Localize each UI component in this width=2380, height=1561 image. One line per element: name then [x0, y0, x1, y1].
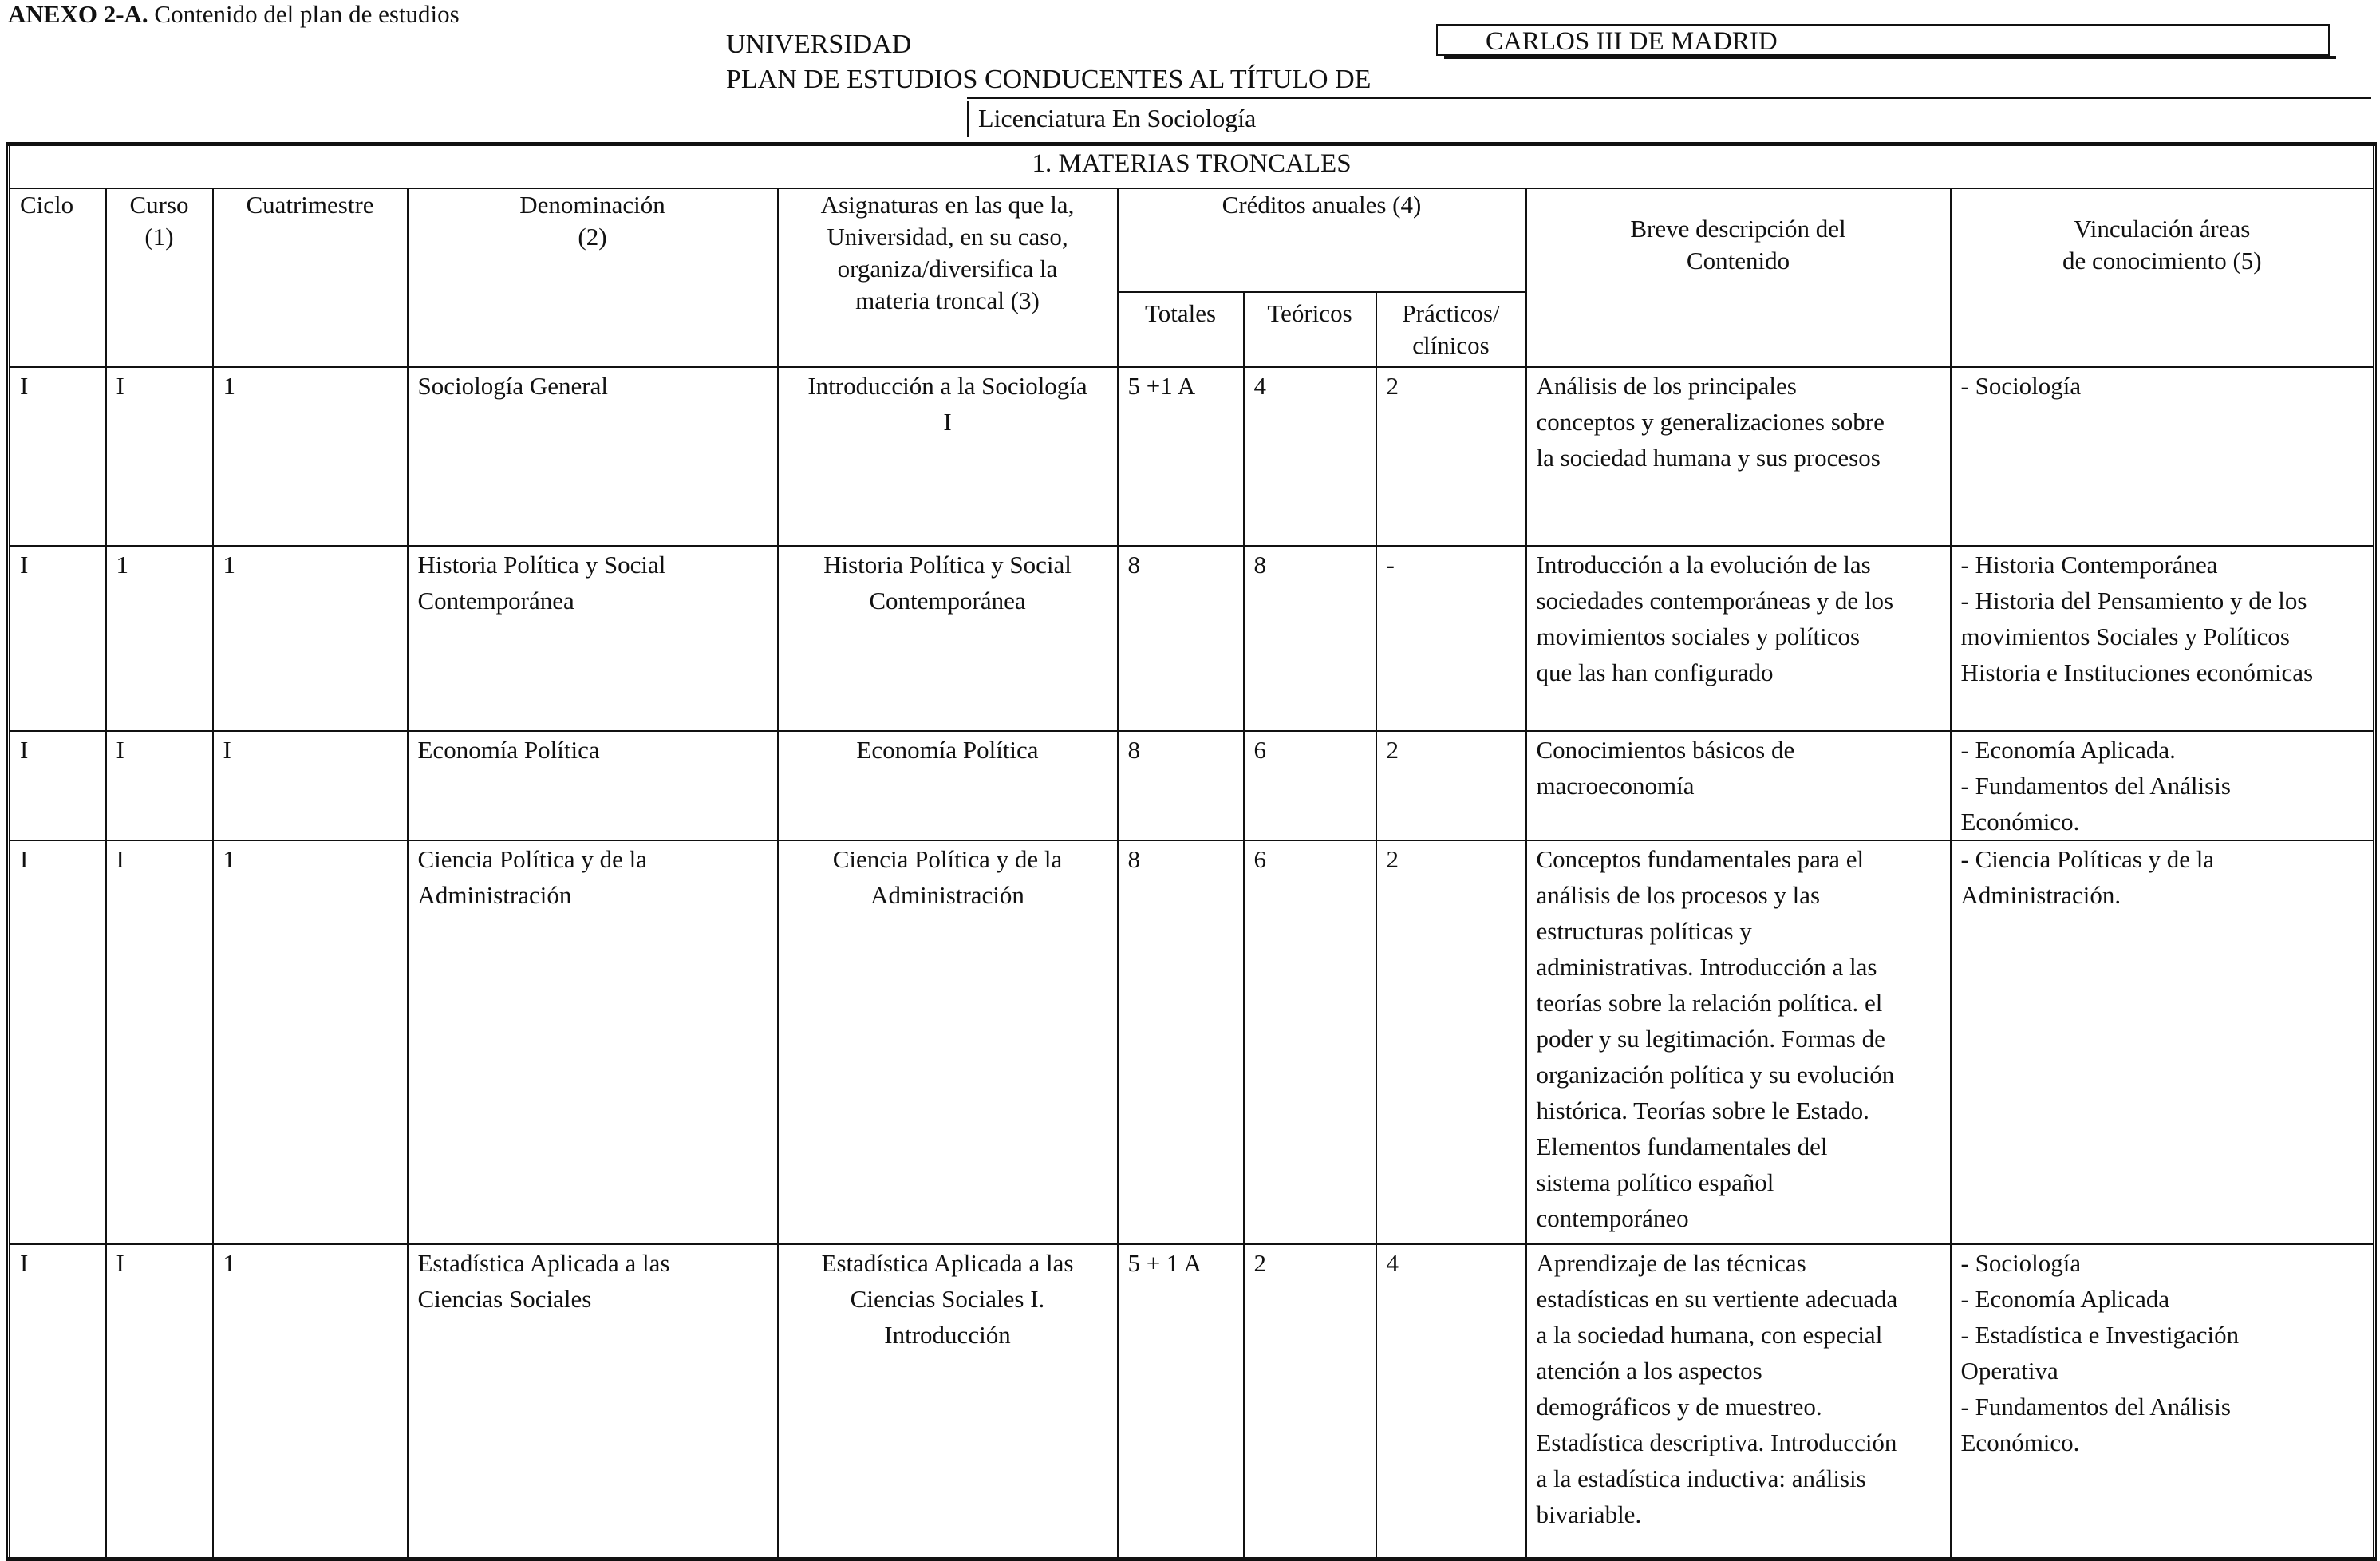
cell-asignaturas-line: Contemporánea	[869, 587, 1026, 615]
cell-descripcion-line: poder y su legitimación. Formas de	[1536, 1025, 1885, 1053]
cell-descripcion-line: conceptos y generalizaciones sobre	[1536, 408, 1885, 436]
cell-areas-line: Historia e Instituciones económicas	[1960, 658, 2314, 686]
cell-curso: I	[106, 367, 213, 546]
cell-descripcion	[1526, 367, 1951, 546]
cell-curso: 1	[106, 546, 213, 731]
cell-descripcion-line: histórica. Teorías sobre le Estado.	[1536, 1097, 1869, 1124]
university-value: CARLOS III DE MADRID	[1436, 24, 2330, 56]
cell-cuatrimestre: 1	[213, 840, 408, 1244]
cell-asignaturas	[778, 1244, 1118, 1559]
cell-areas-line: - Economía Aplicada.	[1960, 736, 2176, 764]
degree-value: Licenciatura En Sociología	[967, 101, 2371, 137]
cell-descripcion	[1526, 840, 1951, 1244]
cell-areas	[1951, 840, 2375, 1244]
cell-denominacion	[408, 546, 778, 731]
cell-descripcion-line: análisis de los procesos y las	[1536, 881, 1821, 909]
cell-areas-line: - Sociología	[1960, 372, 2082, 400]
university-box-shadow	[1444, 56, 2336, 59]
cell-asignaturas	[778, 546, 1118, 731]
cell-practicos: 2	[1376, 731, 1526, 840]
cell-teoricos: 8	[1244, 546, 1376, 731]
cell-teoricos: 6	[1244, 840, 1376, 1244]
cell-areas-line: movimientos Sociales y Políticos	[1960, 622, 2290, 650]
cell-descripcion-line: Introducción a la evolución de las	[1536, 551, 1871, 579]
cell-descripcion-line: la sociedad humana y sus procesos	[1536, 444, 1881, 472]
cell-areas-line: - Economía Aplicada	[1960, 1285, 2170, 1313]
cell-areas-line: - Sociología	[1960, 1249, 2082, 1277]
cell-descripcion-line: movimientos sociales y políticos	[1536, 622, 1861, 650]
cell-descripcion-line: organización política y su evolución	[1536, 1061, 1895, 1089]
annex-heading	[8, 0, 460, 29]
cell-ciclo: I	[9, 367, 106, 546]
cell-teoricos: 4	[1244, 367, 1376, 546]
cell-areas-line: - Ciencia Políticas y de la	[1960, 845, 2215, 873]
cell-asignaturas-line: Introducción a la Sociología	[807, 372, 1087, 400]
cell-areas-line: - Historia del Pensamiento y de los	[1960, 587, 2307, 615]
cell-descripcion-line: contemporáneo	[1536, 1204, 1689, 1232]
cell-denominacion-line: Economía Política	[417, 736, 600, 764]
cell-asignaturas-line: Introducción	[884, 1321, 1011, 1349]
cell-areas	[1951, 731, 2375, 840]
cell-descripcion-line: a la estadística inductiva: análisis	[1536, 1464, 1866, 1492]
cell-descripcion-line: Conocimientos básicos de	[1536, 736, 1795, 764]
cell-descripcion-line: administrativas. Introducción a las	[1536, 953, 1877, 981]
cell-areas-line: - Fundamentos del Análisis	[1960, 772, 2231, 800]
cell-asignaturas	[778, 840, 1118, 1244]
cell-denominacion	[408, 731, 778, 840]
cell-descripcion	[1526, 731, 1951, 840]
cell-areas-line: Económico.	[1960, 808, 2080, 836]
cell-practicos: 2	[1376, 840, 1526, 1244]
cell-ciclo: I	[9, 1244, 106, 1559]
annex-number: ANEXO 2-A.	[8, 0, 148, 28]
cell-areas	[1951, 1244, 2375, 1559]
cell-descripcion-line: estadísticas en su vertiente adecuada	[1536, 1285, 1898, 1313]
cell-areas-line: Operativa	[1960, 1357, 2058, 1385]
cell-areas-line: - Estadística e Investigación	[1960, 1321, 2240, 1349]
cell-curso: I	[106, 731, 213, 840]
cell-denominacion-line: Sociología General	[417, 372, 608, 400]
cell-ciclo: I	[9, 546, 106, 731]
cell-descripcion-line: Elementos fundamentales del	[1536, 1132, 1828, 1160]
cell-denominacion-line: Estadística Aplicada a las	[417, 1249, 670, 1277]
cell-denominacion	[408, 367, 778, 546]
cell-cuatrimestre: I	[213, 731, 408, 840]
cell-cuatrimestre: 1	[213, 546, 408, 731]
cell-asignaturas	[778, 731, 1118, 840]
cell-denominacion-line: Contemporánea	[417, 587, 574, 615]
cell-descripcion-line: Estadística descriptiva. Introducción	[1536, 1429, 1897, 1456]
col-vinculacion: Vinculación áreas de conocimiento (5)	[1951, 188, 2375, 367]
table-row	[9, 840, 2375, 1244]
cell-areas-line: - Historia Contemporánea	[1960, 551, 2218, 579]
cell-descripcion-line: atención a los aspectos	[1536, 1357, 1762, 1385]
cell-curso: I	[106, 840, 213, 1244]
cell-asignaturas-line: Historia Política y Social	[823, 551, 1072, 579]
cell-curso: I	[106, 1244, 213, 1559]
col-asignaturas: Asignaturas en las que la, Universidad, en su caso, organiza/diversifica la materia troncal (3)	[778, 188, 1118, 367]
cell-totales: 5 +1 A	[1118, 367, 1244, 546]
cell-areas-line: Administración.	[1960, 881, 2121, 909]
annex-title: Contenido del plan de estudios	[154, 0, 460, 28]
cell-asignaturas-line: Ciencia Política y de la	[832, 845, 1063, 873]
cell-asignaturas-line: Administración	[870, 881, 1024, 909]
col-creditos: Créditos anuales (4)	[1118, 188, 1526, 292]
table-row	[9, 367, 2375, 546]
table-row	[9, 546, 2375, 731]
cell-totales: 8	[1118, 840, 1244, 1244]
cell-teoricos: 6	[1244, 731, 1376, 840]
cell-denominacion-line: Ciencias Sociales	[417, 1285, 592, 1313]
section-title: 1. MATERIAS TRONCALES	[9, 144, 2375, 189]
cell-totales: 8	[1118, 546, 1244, 731]
cell-descripcion-line: macroeconomía	[1536, 772, 1695, 800]
degree-rule	[967, 97, 2371, 99]
cell-asignaturas	[778, 367, 1118, 546]
cell-teoricos: 2	[1244, 1244, 1376, 1559]
cell-descripcion-line: Análisis de los principales	[1536, 372, 1797, 400]
table-row	[9, 731, 2375, 840]
cell-ciclo: I	[9, 840, 106, 1244]
cell-denominacion-line: Administración	[417, 881, 572, 909]
cell-descripcion-line: Aprendizaje de las técnicas	[1536, 1249, 1806, 1277]
university-label: UNIVERSIDAD	[726, 30, 912, 59]
cell-practicos: 2	[1376, 367, 1526, 546]
col-curso: Curso (1)	[106, 188, 213, 367]
cell-denominacion	[408, 1244, 778, 1559]
col-denominacion: Denominación (2)	[408, 188, 778, 367]
table-row	[9, 1244, 2375, 1559]
cell-descripcion-line: demográficos y de muestreo.	[1536, 1393, 1822, 1421]
cell-ciclo: I	[9, 731, 106, 840]
cell-descripcion-line: Conceptos fundamentales para el	[1536, 845, 1865, 873]
cell-practicos: -	[1376, 546, 1526, 731]
col-totales: Totales	[1118, 292, 1244, 367]
cell-descripcion	[1526, 1244, 1951, 1559]
col-descripcion: Breve descripción del Contenido	[1526, 188, 1951, 367]
cell-descripcion-line: estructuras políticas y	[1536, 917, 1752, 945]
cell-descripcion-line: que las han configurado	[1536, 658, 1774, 686]
cell-areas	[1951, 367, 2375, 546]
cell-descripcion-line: teorías sobre la relación política. el	[1536, 989, 1883, 1017]
cell-practicos: 4	[1376, 1244, 1526, 1559]
cell-denominacion-line: Historia Política y Social	[417, 551, 666, 579]
cell-descripcion-line: sistema político español	[1536, 1168, 1774, 1196]
col-ciclo: Ciclo	[9, 188, 106, 367]
cell-descripcion	[1526, 546, 1951, 731]
cell-totales: 5 + 1 A	[1118, 1244, 1244, 1559]
cell-denominacion	[408, 840, 778, 1244]
troncales-table	[6, 142, 2377, 1561]
cell-asignaturas-line: I	[943, 408, 952, 436]
cell-cuatrimestre: 1	[213, 367, 408, 546]
cell-areas-line: Económico.	[1960, 1429, 2080, 1456]
col-practicos: Prácticos/ clínicos	[1376, 292, 1526, 367]
col-cuatrimestre: Cuatrimestre	[213, 188, 408, 367]
cell-areas	[1951, 546, 2375, 731]
cell-descripcion-line: a la sociedad humana, con especial	[1536, 1321, 1883, 1349]
cell-descripcion-line: bivariable.	[1536, 1500, 1642, 1528]
cell-totales: 8	[1118, 731, 1244, 840]
col-teoricos: Teóricos	[1244, 292, 1376, 367]
cell-descripcion-line: sociedades contemporáneas y de los	[1536, 587, 1894, 615]
cell-asignaturas-line: Ciencias Sociales I.	[850, 1285, 1045, 1313]
plan-label: PLAN DE ESTUDIOS CONDUCENTES AL TÍTULO DE	[726, 65, 1372, 94]
cell-asignaturas-line: Economía Política	[856, 736, 1039, 764]
cell-asignaturas-line: Estadística Aplicada a las	[821, 1249, 1074, 1277]
cell-cuatrimestre: 1	[213, 1244, 408, 1559]
cell-areas-line: - Fundamentos del Análisis	[1960, 1393, 2231, 1421]
cell-denominacion-line: Ciencia Política y de la	[417, 845, 648, 873]
